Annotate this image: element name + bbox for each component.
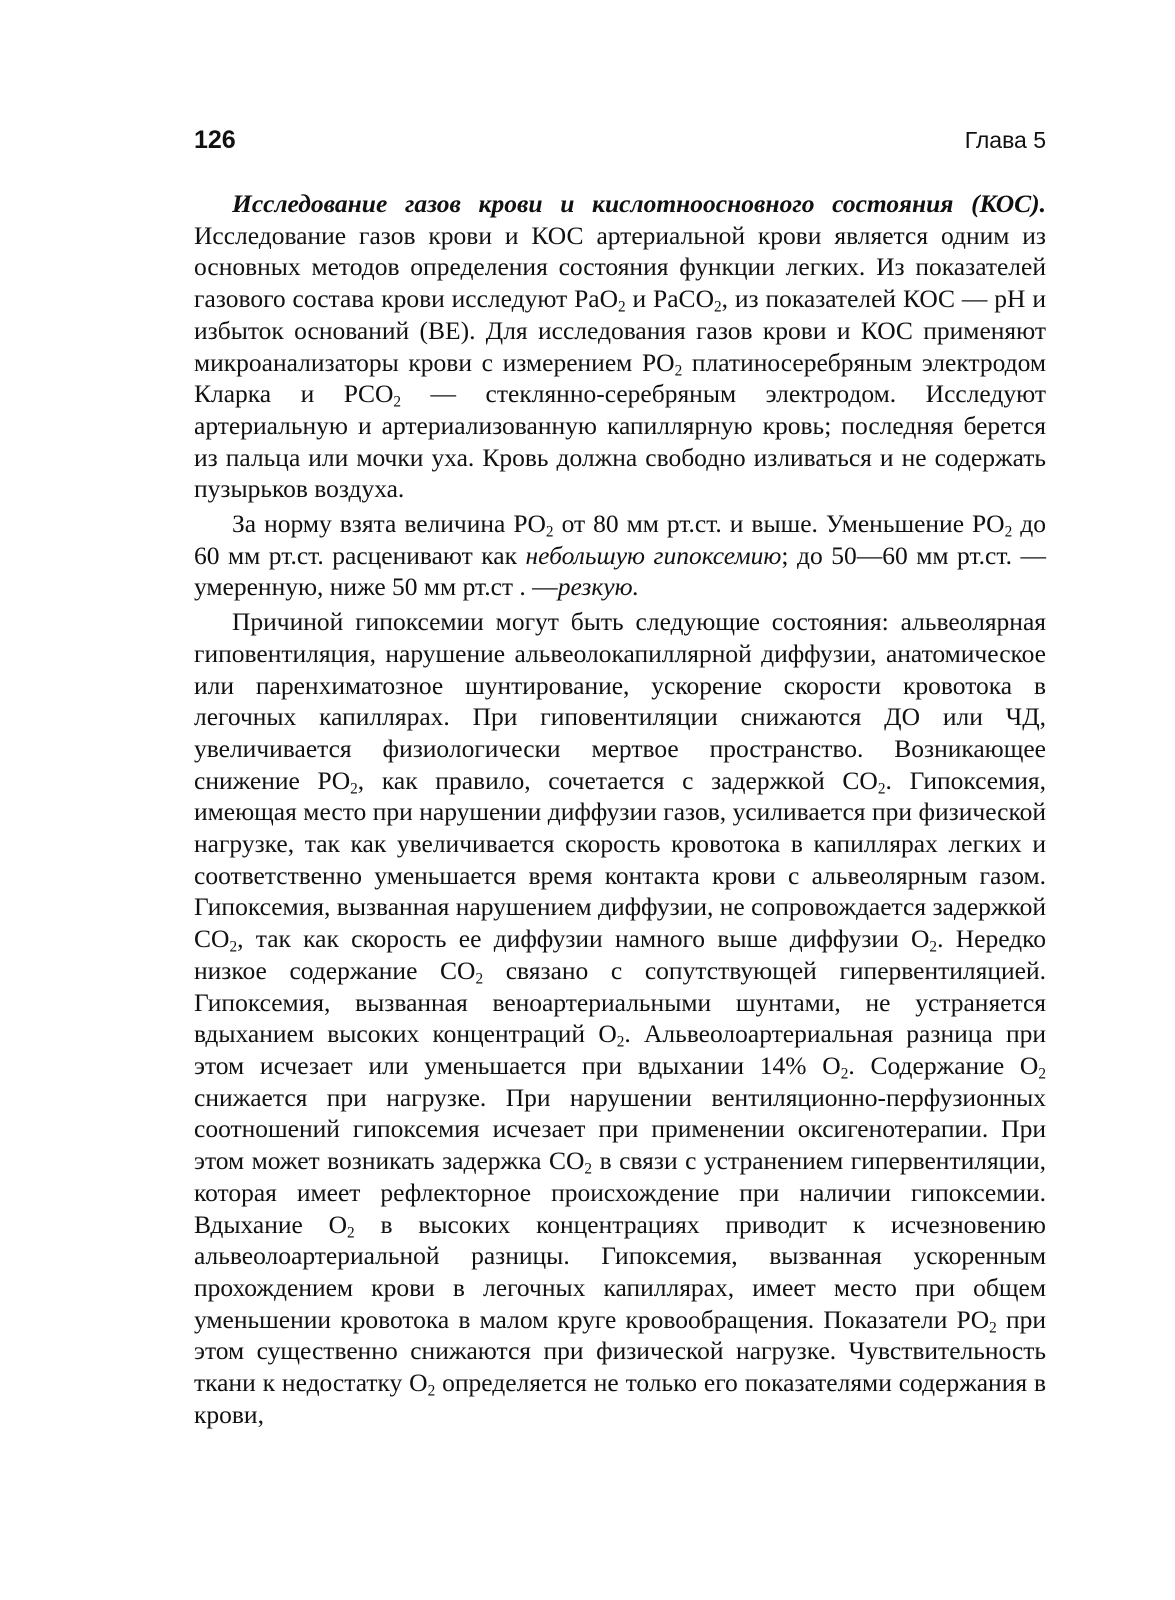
- subscript: 2: [347, 1224, 355, 1242]
- emphasis-text: резкую.: [557, 572, 639, 602]
- subscript: 2: [989, 1319, 997, 1337]
- chapter-label: Глава 5: [964, 127, 1046, 153]
- subscript: 2: [616, 1033, 625, 1051]
- subscript: 2: [350, 780, 358, 798]
- subscript: 2: [229, 938, 238, 956]
- text-run: платиносеребряным электродом Кларка и PCO: [194, 347, 1046, 409]
- text-run: Исследование газов крови и КОС артериальной крови является одним из основных методов определения состояния функции легких. Из показателей газового состава крови исследуют PaO: [194, 220, 1046, 314]
- paragraph-po2-norm: [194, 508, 1046, 603]
- subscript: 2: [618, 298, 626, 316]
- text-run: , как правило, сочетается с задержкой CO: [357, 765, 878, 795]
- text-run: . Альвеолоартериальная разница при этом исчезает или уменьшается при вдыхании 14% O: [194, 1019, 1046, 1080]
- text-run: Причиной гипоксемии могут быть следующие состояния: альвеолярная гиповентиляция, нарушение альвеолокапиллярной диффузии, анатомическое или паренхиматозное шунтирование, ускорение скорости кровотока в легочных капиллярах. При гиповентиляции снижаются ДО или ЧД, увеличивается физиологически мертвое пространство. Возникающее снижение PO: [194, 607, 1046, 795]
- subscript: 2: [1004, 523, 1013, 541]
- subscript: 2: [1038, 1065, 1046, 1083]
- text-run: до 60 мм рт.ст. расценивают как: [194, 509, 1046, 570]
- subscript: 2: [584, 1160, 593, 1178]
- subscript: 2: [545, 523, 554, 541]
- text-run: ; до 50—60 мм рт.ст. — умеренную, ниже 50 мм рт.ст . —: [194, 540, 1046, 602]
- text-run: . Нередко низкое содержание CO: [194, 924, 1046, 985]
- paragraph-blood-gas-study: [194, 188, 1046, 505]
- text-run: в связи с устранением гипервентиляции, которая имеет рефлекторное происхождение при наличии гипоксемии. Вдыхание O: [194, 1146, 1046, 1239]
- subscript: 2: [475, 970, 484, 988]
- emphasis-text: небольшую гипоксемию: [525, 540, 782, 570]
- section-run-in-heading: Исследование газов крови и кислотноосновного состояния (КОС).: [232, 189, 1046, 218]
- text-run: при этом существенно снижаются при физической нагрузке. Чувствительность ткани к недостатку O: [194, 1304, 1046, 1398]
- subscript: 2: [713, 298, 722, 316]
- text-run: от 80 мм рт.ст. и выше. Уменьшение PO: [553, 509, 1005, 539]
- subscript: 2: [877, 780, 886, 798]
- text-run: . Гипоксемия, имеющая место при нарушении диффузии газов, усиливается при физической нагрузке, так как увеличивается скорость кровотока в капиллярах легких и соответственно уменьшается время контакта крови с альвеолярным газом. Гипоксемия, вызванная нарушением диффузии, не сопровождается задержкой CO: [194, 765, 1047, 954]
- text-run: , так как скорость ее диффузии намного выше диффузии O: [237, 924, 930, 954]
- paragraph-hypoxemia-causes: [194, 606, 1046, 1430]
- subscript: 2: [929, 938, 938, 956]
- running-head: [194, 124, 1046, 158]
- text-run: снижается при нагрузке. При нарушении вентиляционно-перфузионных соотношений гипоксемия исчезает при применении оксигенотерапии. При этом может возникать задержка CO: [194, 1082, 1046, 1176]
- text-run: За норму взята величина PO: [232, 509, 546, 539]
- text-run: и PaCO: [625, 284, 714, 314]
- text-run: связано с сопутствующей гипервентиляцией. Гипоксемия, вызванная веноартериальными шунтами, не устраняется вдыханием высоких концентраций O: [194, 955, 1046, 1049]
- subscript: 2: [674, 362, 683, 380]
- subscript: 2: [427, 1382, 436, 1400]
- subscript: 2: [393, 393, 402, 411]
- text-run: в высоких концентрациях приводит к исчезновению альвеолоартериальной разницы. Гипоксемия, вызванная ускоренным прохождением крови в легочных капиллярах, имеет место при общем уменьшении кровотока в малом круге кровообращения. Показатели PO: [194, 1209, 1046, 1334]
- text-run: , из показателей КОС — pH и избыток оснований (BE). Для исследования газов крови и КОС применяют микроанализаторы крови с измерением PO: [194, 284, 1046, 377]
- page-number: 126: [194, 126, 236, 154]
- text-run: — стеклянно-серебряным электродом. Исследуют артериальную и артериализованную капиллярную кровь; последняя берется из пальца или мочки уха. Кровь должна свободно изливаться и не содержать пузырьков воздуха.: [194, 379, 1047, 504]
- subscript: 2: [840, 1065, 849, 1083]
- text-run: определяется не только его показателями содержания в крови,: [194, 1368, 1047, 1429]
- body-text: [194, 188, 1046, 1433]
- text-run: . Содержание O: [848, 1050, 1039, 1080]
